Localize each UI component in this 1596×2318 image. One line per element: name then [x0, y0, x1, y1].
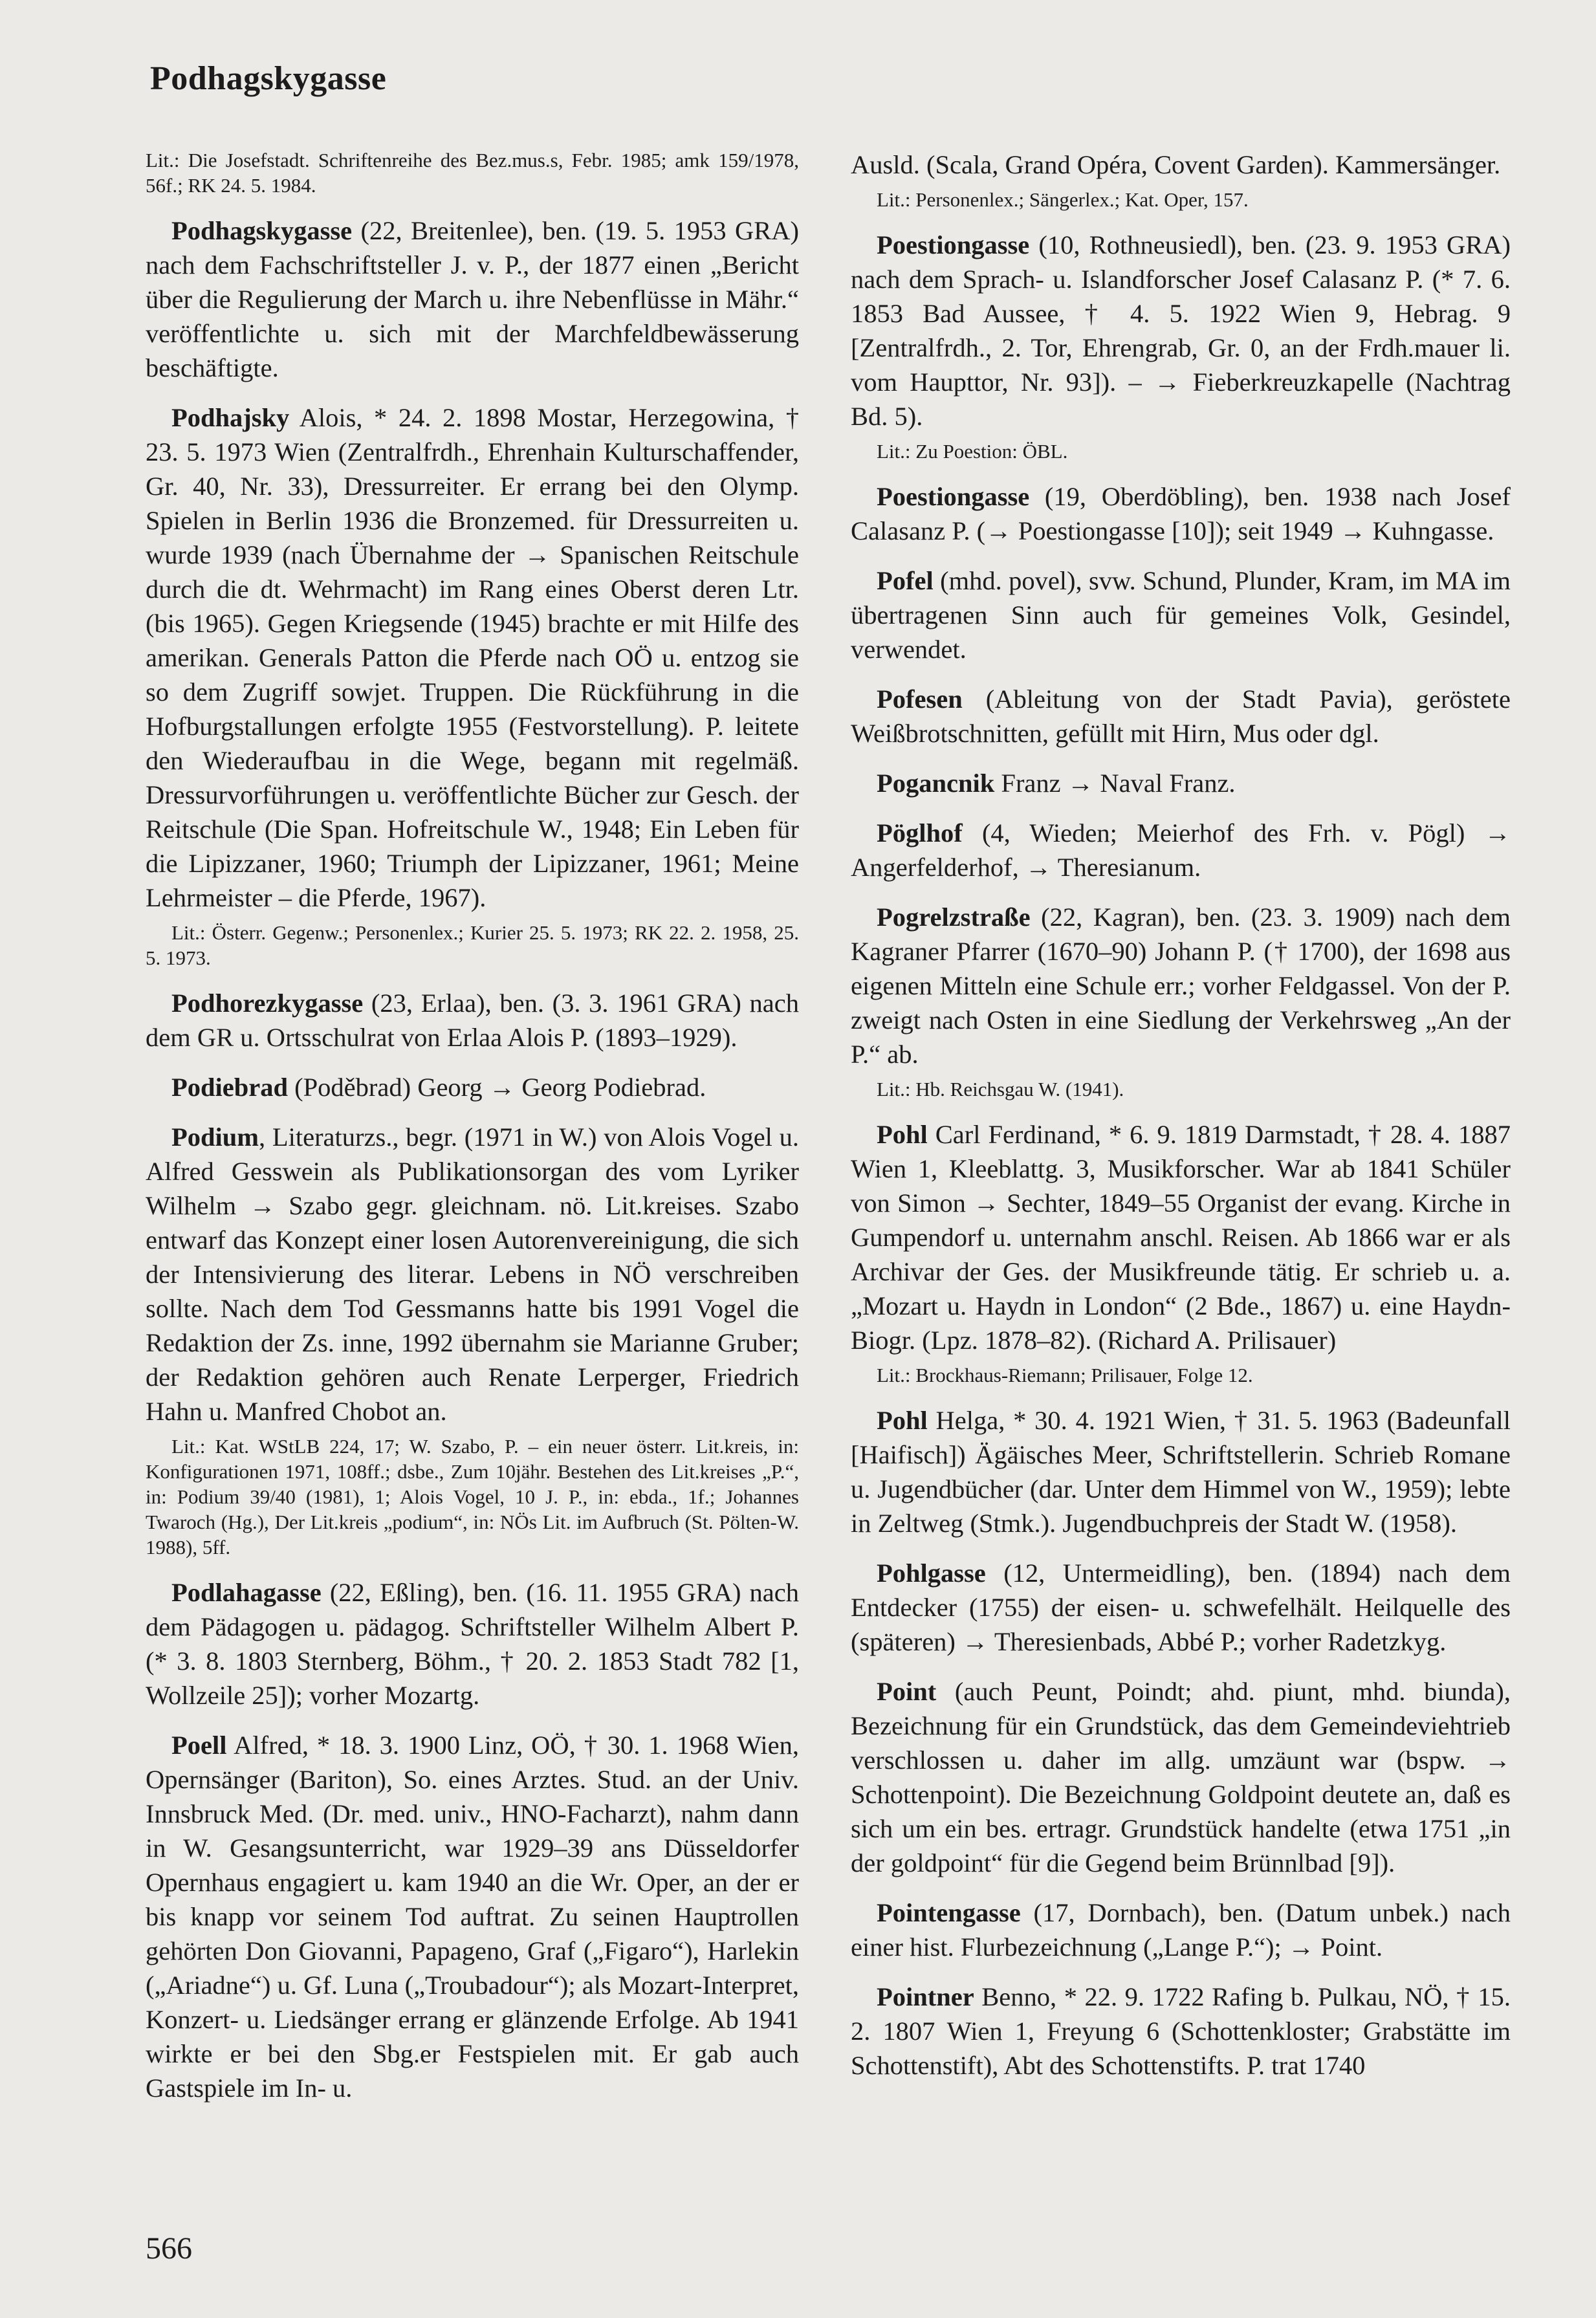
entry-text: (22, Eßling), ben. (16. 11. 1955 GRA) nach dem Pädagogen u. pädagog. Schriftsteller Wilhelm Albert P. (* 3. 8. 1803 Sternberg, Böhm., † 20. 2. 1853 Stadt 782 [1, Wollzeile 25]); vorher Mozartg.	[146, 1578, 799, 1710]
literature-note	[146, 1434, 799, 1560]
right-column	[851, 148, 1511, 2098]
entry-text: (Poděbrad) Georg → Georg Podiebrad.	[288, 1073, 706, 1102]
entry-headword: Pogrelzstraße	[877, 902, 1031, 932]
entry-headword: Podhajsky	[171, 403, 290, 432]
dictionary-entry	[851, 816, 1511, 884]
entry-text: (mhd. povel), svw. Schund, Plunder, Kram, im MA im übertragenen Sinn auch für gemeines Volk, Gesindel, verwendet.	[851, 566, 1511, 664]
entry-headword: Pohlgasse	[877, 1558, 986, 1588]
dictionary-entry	[851, 1674, 1511, 1880]
literature-note	[851, 187, 1511, 212]
entry-text: (19, Oberdöbling), ben. 1938 nach Josef Calasanz P. (→ Poestiongasse [10]); seit 1949 → Kuhngasse.	[851, 482, 1511, 545]
entry-text: (22, Breitenlee), ben. (19. 5. 1953 GRA) nach dem Fachschriftsteller J. v. P., der 1877 einen „Bericht über die Regulierung der March u. ihre Nebenflüsse in Mähr.“ veröffentlichte u. sich mit der Marchfeldbewässerung beschäftigte.	[146, 216, 799, 382]
entry-text: Helga, * 30. 4. 1921 Wien, † 31. 5. 1963 (Badeunfall [Haifisch]) Ägäisches Meer, Schriftstellerin. Schrieb Romane u. Jugendbücher (dar. Unter dem Himmel von W., 1959); lebte in Zeltweg (Stmk.). Jugendbuchpreis der Stadt W. (1958).	[851, 1406, 1511, 1538]
entry-headword: Point	[877, 1677, 937, 1706]
entry-text: (4, Wieden; Meierhof des Frh. v. Pögl) → Angerfelderhof, → Theresianum.	[851, 818, 1511, 882]
literature-text: Lit.: Kat. WStLB 224, 17; W. Szabo, P. – ein neuer österr. Lit.kreis, in: Konfigurationen 1971, 108ff.; dsbe., Zum 10jähr. Bestehen des Lit.kreises „P.“, in: Podium 39/40 (1981), 1; Alois Vogel, 10 J. P., in: ebda., 1f.; Johannes Twaroch (Hg.), Der Lit.kreis „podium“, in: NÖs Lit. im Aufbruch (St. Pölten-W. 1988), 5ff.	[146, 1435, 799, 1558]
entry-headword: Pohl	[877, 1406, 928, 1435]
entry-text: (Ableitung von der Stadt Pavia), geröstete Weißbrotschnitten, gefüllt mit Hirn, Mus oder dgl.	[851, 684, 1511, 748]
running-header: Podhagskygasse	[150, 60, 387, 97]
dictionary-entry	[146, 1120, 799, 1428]
dictionary-entry	[851, 1403, 1511, 1540]
dictionary-entry	[851, 1896, 1511, 1964]
entry-text: Alfred, * 18. 3. 1900 Linz, OÖ, † 30. 1. 1968 Wien, Opernsänger (Bariton), So. eines Arztes. Stud. an der Univ. Innsbruck Med. (Dr. med. univ., HNO-Facharzt), nahm dann in W. Gesangsunterricht, war 1929–39 ans Düsseldorfer Opernhaus engagiert u. kam 1940 an die Wr. Oper, an der er bis knapp vor seinem Tod auftrat. Zu seinen Hauptrollen gehörten Don Giovanni, Papageno, Graf („Figaro“), Harlekin („Ariadne“) u. Gf. Luna („Troubadour“); als Mozart-Interpret, Konzert- u. Liedsänger errang er glänzende Erfolge. Ab 1941 wirkte er bei den Sbg.er Festspielen mit. Er gab auch Gastspiele im In- u.	[146, 1731, 799, 2103]
dictionary-entry	[851, 682, 1511, 750]
dictionary-entry	[146, 400, 799, 915]
entry-headword: Pointengasse	[877, 1898, 1021, 1927]
entry-text: (12, Untermeidling), ben. (1894) nach dem Entdecker (1755) der eisen- u. schwefelhält. Heilquelle des (späteren) → Theresienbads, Abbé P.; vorher Radetzkyg.	[851, 1558, 1511, 1656]
dictionary-entry	[851, 1556, 1511, 1659]
literature-note	[851, 1362, 1511, 1388]
entry-headword: Poestiongasse	[877, 230, 1030, 259]
entry-text: Franz → Naval Franz.	[994, 769, 1236, 798]
entry-headword: Podium	[171, 1122, 259, 1152]
literature-text: Lit.: Personenlex.; Sängerlex.; Kat. Oper, 157.	[877, 188, 1249, 211]
dictionary-entry	[851, 1980, 1511, 2083]
literature-note	[146, 920, 799, 970]
entry-headword: Poestiongasse	[877, 482, 1030, 511]
entry-headword: Poell	[171, 1731, 227, 1760]
entry-text: Benno, * 22. 9. 1722 Rafing b. Pulkau, NÖ, † 15. 2. 1807 Wien 1, Freyung 6 (Schottenkloster; Grabstätte im Schottenstift), Abt des Schottenstifts. P. trat 1740	[851, 1982, 1511, 2080]
entry-text: Ausld. (Scala, Grand Opéra, Covent Garden). Kammersänger.	[851, 150, 1501, 179]
entry-text: (17, Dornbach), ben. (Datum unbek.) nach einer hist. Flurbezeichnung („Lange P.“); → Point.	[851, 1898, 1511, 1962]
entry-headword: Podlahagasse	[171, 1578, 322, 1607]
entry-headword: Pöglhof	[877, 818, 963, 847]
entry-headword: Pofel	[877, 566, 934, 595]
entry-headword: Podhagskygasse	[171, 216, 353, 245]
entry-text: Alois, * 24. 2. 1898 Mostar, Herzegowina, † 23. 5. 1973 Wien (Zentralfrdh., Ehrenhain Kulturschaffender, Gr. 40, Nr. 33), Dressurreiter. Er errang bei den Olymp. Spielen in Berlin 1936 die Bronzemed. für Dressurreiten u. wurde 1939 (nach Übernahme der → Spanischen Reitschule durch die dt. Wehrmacht) im Rang eines Oberst deren Ltr. (bis 1965). Gegen Kriegsende (1945) brachte er mit Hilfe des amerikan. Generals Patton die Pferde nach OÖ u. entzog sie so dem Zugriff sowjet. Truppen. Die Rückführung in die Hofburgstallungen erfolgte 1955 (Festvorstellung). P. leitete den Wiederaufbau in die Wege, begann mit regelmäß. Dressurvorführungen u. veröffentlichte Bücher zur Gesch. der Reitschule (Die Span. Hofreitschule W., 1948; Ein Leben für die Lipizzaner, 1960; Triumph der Lipizzaner, 1961; Meine Lehrmeister – die Pferde, 1967).	[146, 403, 799, 912]
dictionary-entry	[146, 1575, 799, 1712]
page-number: 566	[146, 2231, 192, 2266]
dictionary-entry	[851, 900, 1511, 1071]
literature-text: Lit.: Hb. Reichsgau W. (1941).	[877, 1078, 1124, 1100]
literature-note	[851, 439, 1511, 464]
entry-headword: Pogancnik	[877, 769, 995, 798]
dictionary-entry	[851, 766, 1511, 800]
dictionary-entry	[851, 563, 1511, 666]
entry-headword: Pohl	[877, 1120, 928, 1149]
entry-text: (10, Rothneusiedl), ben. (23. 9. 1953 GRA) nach dem Sprach- u. Islandforscher Josef Calasanz P. (* 7. 6. 1853 Bad Aussee, † 4. 5. 1922 Wien 9, Hebrag. 9 [Zentralfrdh., 2. Tor, Ehrengrab, Gr. 0, an der Frdh.mauer li. vom Haupttor, Nr. 93]). – → Fieberkreuzkapelle (Nachtrag Bd. 5).	[851, 230, 1511, 431]
dictionary-entry	[851, 148, 1511, 182]
entry-headword: Pointner	[877, 1982, 974, 2011]
dictionary-entry	[146, 1728, 799, 2105]
literature-text: Lit.: Zu Poestion: ÖBL.	[877, 440, 1068, 463]
dictionary-entry	[146, 1070, 799, 1104]
entry-text: Carl Ferdinand, * 6. 9. 1819 Darmstadt, † 28. 4. 1887 Wien 1, Kleeblattg. 3, Musikforscher. War ab 1841 Schüler von Simon → Sechter, 1849–55 Organist der evang. Kirche in Gumpendorf u. unternahm anschl. Reisen. Ab 1866 war er als Archivar der Ges. der Musikfreunde tätig. Er schrieb u. a. „Mozart u. Haydn in London“ (2 Bde., 1867) u. eine Haydn-Biogr. (Lpz. 1878–82). (Richard A. Prilisauer)	[851, 1120, 1511, 1355]
entry-text: , Literaturzs., begr. (1971 in W.) von Alois Vogel u. Alfred Gesswein als Publikationsorgan des vom Lyriker Wilhelm → Szabo gegr. gleichnam. nö. Lit.kreises. Szabo entwarf das Konzept einer losen Autorenvereinigung, die sich der Intensivierung des literar. Lebens in NÖ verschreiben sollte. Nach dem Tod Gessmanns hatte bis 1991 Vogel die Redaktion der Zs. inne, 1992 übernahm sie Marianne Gruber; der Redaktion gehören auch Renate Lerperger, Friedrich Hahn u. Manfred Chobot an.	[146, 1122, 799, 1426]
entry-text: (23, Erlaa), ben. (3. 3. 1961 GRA) nach dem GR u. Ortsschulrat von Erlaa Alois P. (1893–1929).	[146, 989, 799, 1052]
dictionary-entry	[851, 479, 1511, 548]
literature-note	[146, 148, 799, 198]
left-column	[146, 148, 799, 2121]
literature-text: Lit.: Die Josefstadt. Schriftenreihe des Bez.mus.s, Febr. 1985; amk 159/1978, 56f.; RK 24. 5. 1984.	[146, 149, 799, 197]
dictionary-entry	[851, 1117, 1511, 1357]
literature-text: Lit.: Österr. Gegenw.; Personenlex.; Kurier 25. 5. 1973; RK 22. 2. 1958, 25. 5. 1973.	[146, 921, 799, 969]
dictionary-entry	[851, 228, 1511, 433]
entry-headword: Pofesen	[877, 684, 963, 714]
literature-note	[851, 1077, 1511, 1102]
literature-text: Lit.: Brockhaus-Riemann; Prilisauer, Folge 12.	[877, 1364, 1253, 1386]
dictionary-entry	[146, 213, 799, 385]
entry-text: (auch Peunt, Poindt; ahd. piunt, mhd. biunda), Bezeichnung für ein Grundstück, das dem Gemeindeviehtrieb verschlossen u. daher im allg. umzäunt war (bspw. → Schottenpoint). Die Bezeichnung Goldpoint deutete an, daß es sich um ein bes. ertragr. Grundstück handelte (etwa 1751 „in der goldpoint“ für die Gegend beim Brünnlbad [9]).	[851, 1677, 1511, 1877]
entry-headword: Podhorezkygasse	[171, 989, 364, 1018]
entry-text: (22, Kagran), ben. (23. 3. 1909) nach dem Kagraner Pfarrer (1670–90) Johann P. († 1700), der 1698 aus eigenen Mitteln eine Schule err.; vorher Feldgassel. Von der P. zweigt nach Osten in eine Siedlung der Verkehrsweg „An der P.“ ab.	[851, 902, 1511, 1069]
dictionary-entry	[146, 986, 799, 1055]
entry-headword: Podiebrad	[171, 1073, 289, 1102]
